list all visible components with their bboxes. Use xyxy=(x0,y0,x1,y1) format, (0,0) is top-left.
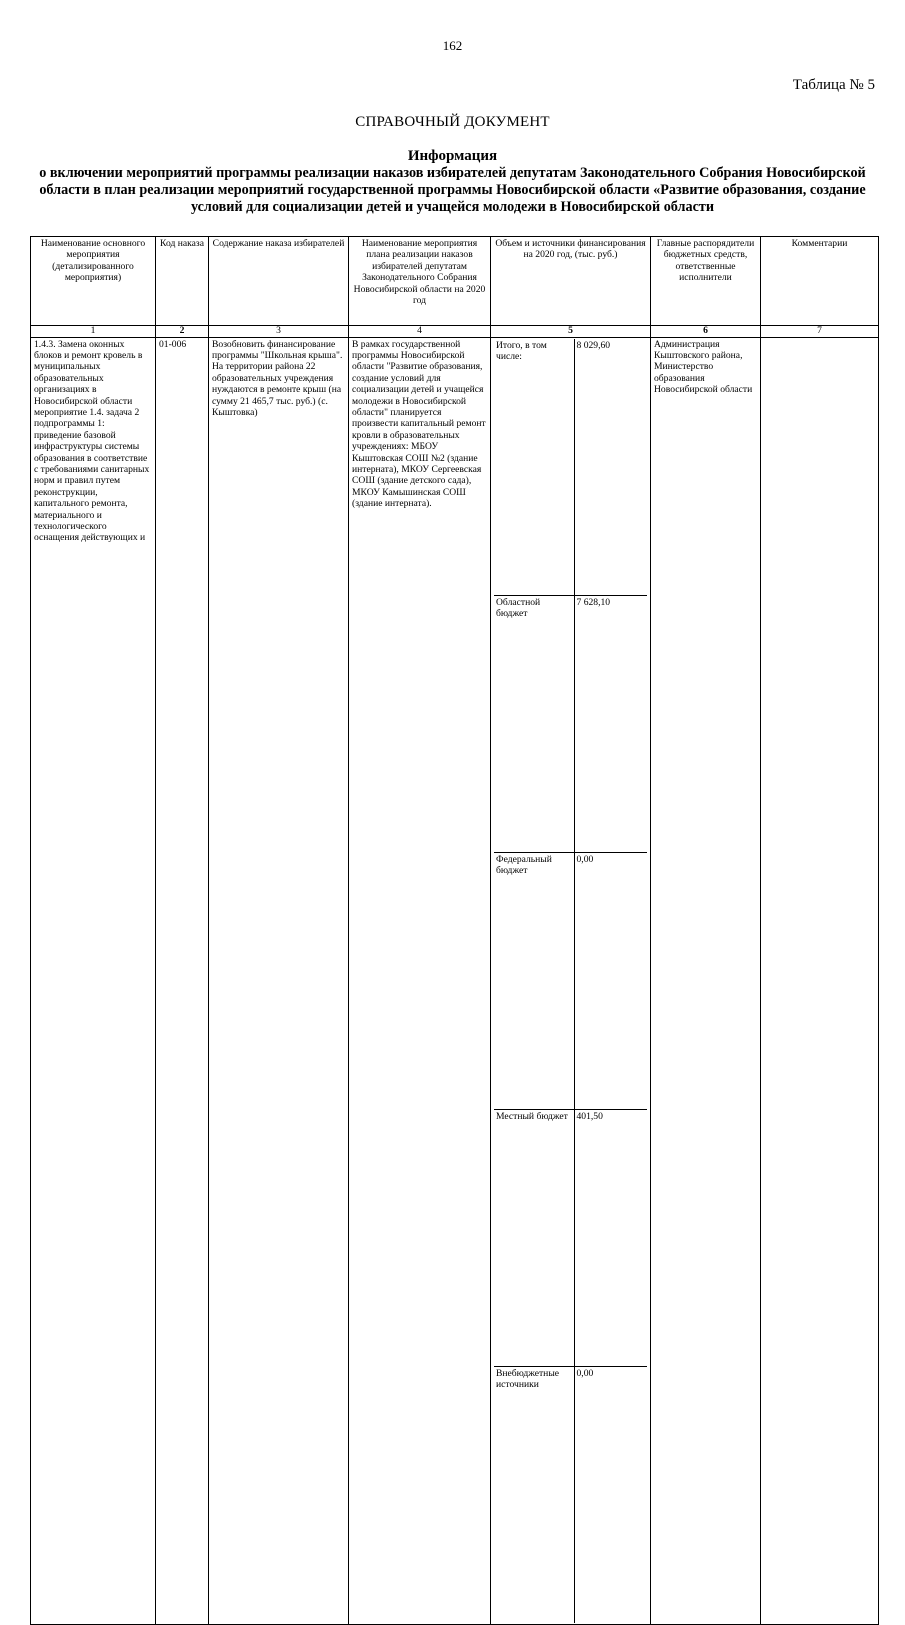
financing-amount: 0,00 xyxy=(574,852,647,1109)
financing-row xyxy=(494,852,647,1109)
document-title: Информация xyxy=(407,148,498,164)
financing-table xyxy=(494,339,647,1623)
financing-row xyxy=(494,339,647,596)
cell-plan: В рамках государственной программы Новосибирской области "Развитие образования, создание условий для социализации детей и учащейся молодежи в Новосибирской области" планируется произвести капитальный ремонт кровли в образовательных учреждениях: МБОУ Кыштовская СОШ №2 (здание интерната), МКОУ Сергеевская СОШ (здание детского сада), МКОУ Камышинская СОШ (здание интерната). xyxy=(349,337,491,1624)
column-number: 3 xyxy=(209,326,349,338)
financing-source: Внебюджетные источники xyxy=(494,1366,574,1623)
column-number: 5 xyxy=(491,326,651,338)
financing-source: Областной бюджет xyxy=(494,595,574,852)
financing-source: Федеральный бюджет xyxy=(494,852,574,1109)
financing-amount: 0,00 xyxy=(574,1366,647,1623)
column-number: 6 xyxy=(651,326,761,338)
cell-financing xyxy=(491,337,651,1624)
document-subtitle: о включении мероприятий программы реализации наказов избирателей депутатам Законодательного Собрания Новосибирской области в план реализации мероприятий государственной программы Новосибирской области «Развитие образования, создание условий для социализации детей и учащейся молодежи в Новосибирской области xyxy=(39,165,866,215)
financing-row xyxy=(494,1109,647,1366)
column-number: 7 xyxy=(761,326,879,338)
header-financing: Объем и источники финансирования на 2020 год, (тыс. руб.) xyxy=(491,237,651,326)
document-type: СПРАВОЧНЫЙ ДОКУМЕНТ xyxy=(355,114,550,130)
cell-code: 01-006 xyxy=(156,337,209,1624)
cell-content: Возобновить финансирование программы "Школьная крыша". На территории района 22 образовательных учреждения нуждаются в ремонте крыш (на сумму 21 465,7 тыс. руб.) (с. Кыштовка) xyxy=(209,337,349,1624)
cell-comments xyxy=(761,337,879,1624)
financing-amount: 7 628,10 xyxy=(574,595,647,852)
financing-amount: 8 029,60 xyxy=(574,339,647,596)
table-row xyxy=(31,337,879,1624)
column-number: 2 xyxy=(156,326,209,338)
column-number: 1 xyxy=(31,326,156,338)
main-table xyxy=(30,236,879,1625)
financing-row xyxy=(494,1366,647,1623)
column-number-row xyxy=(31,326,879,338)
table-header-row xyxy=(31,237,879,326)
financing-amount: 401,50 xyxy=(574,1109,647,1366)
header-comments: Комментарии xyxy=(761,237,879,326)
page-number: 162 xyxy=(442,38,463,53)
header-content: Содержание наказа избирателей xyxy=(209,237,349,326)
cell-measure: 1.4.3. Замена оконных блоков и ремонт кровель в муниципальных образовательных организациях в Новосибирской области мероприятие 1.4. задача 2 подпрограммы 1: приведение базовой инфраструктуры системы образования в соответствие с требованиями санитарных норм и правил путем реконструкции, капитального ремонта, материального и технологического оснащения действующих и xyxy=(31,337,156,1624)
header-executors: Главные распорядители бюджетных средств, ответственные исполнители xyxy=(651,237,761,326)
cell-executors: Администрация Кыштовского района, Министерство образования Новосибирской области xyxy=(651,337,761,1624)
header-plan: Наименование мероприятия плана реализации наказов избирателей депутатам Законодательного Собрания Новосибирской области на 2020 год xyxy=(349,237,491,326)
header-measure: Наименование основного мероприятия (детализированного мероприятия) xyxy=(31,237,156,326)
financing-row xyxy=(494,595,647,852)
table-label: Таблица № 5 xyxy=(792,77,875,93)
financing-source: Местный бюджет xyxy=(494,1109,574,1366)
column-number: 4 xyxy=(349,326,491,338)
header-code: Код наказа xyxy=(156,237,209,326)
financing-source: Итого, в том числе: xyxy=(494,339,574,596)
